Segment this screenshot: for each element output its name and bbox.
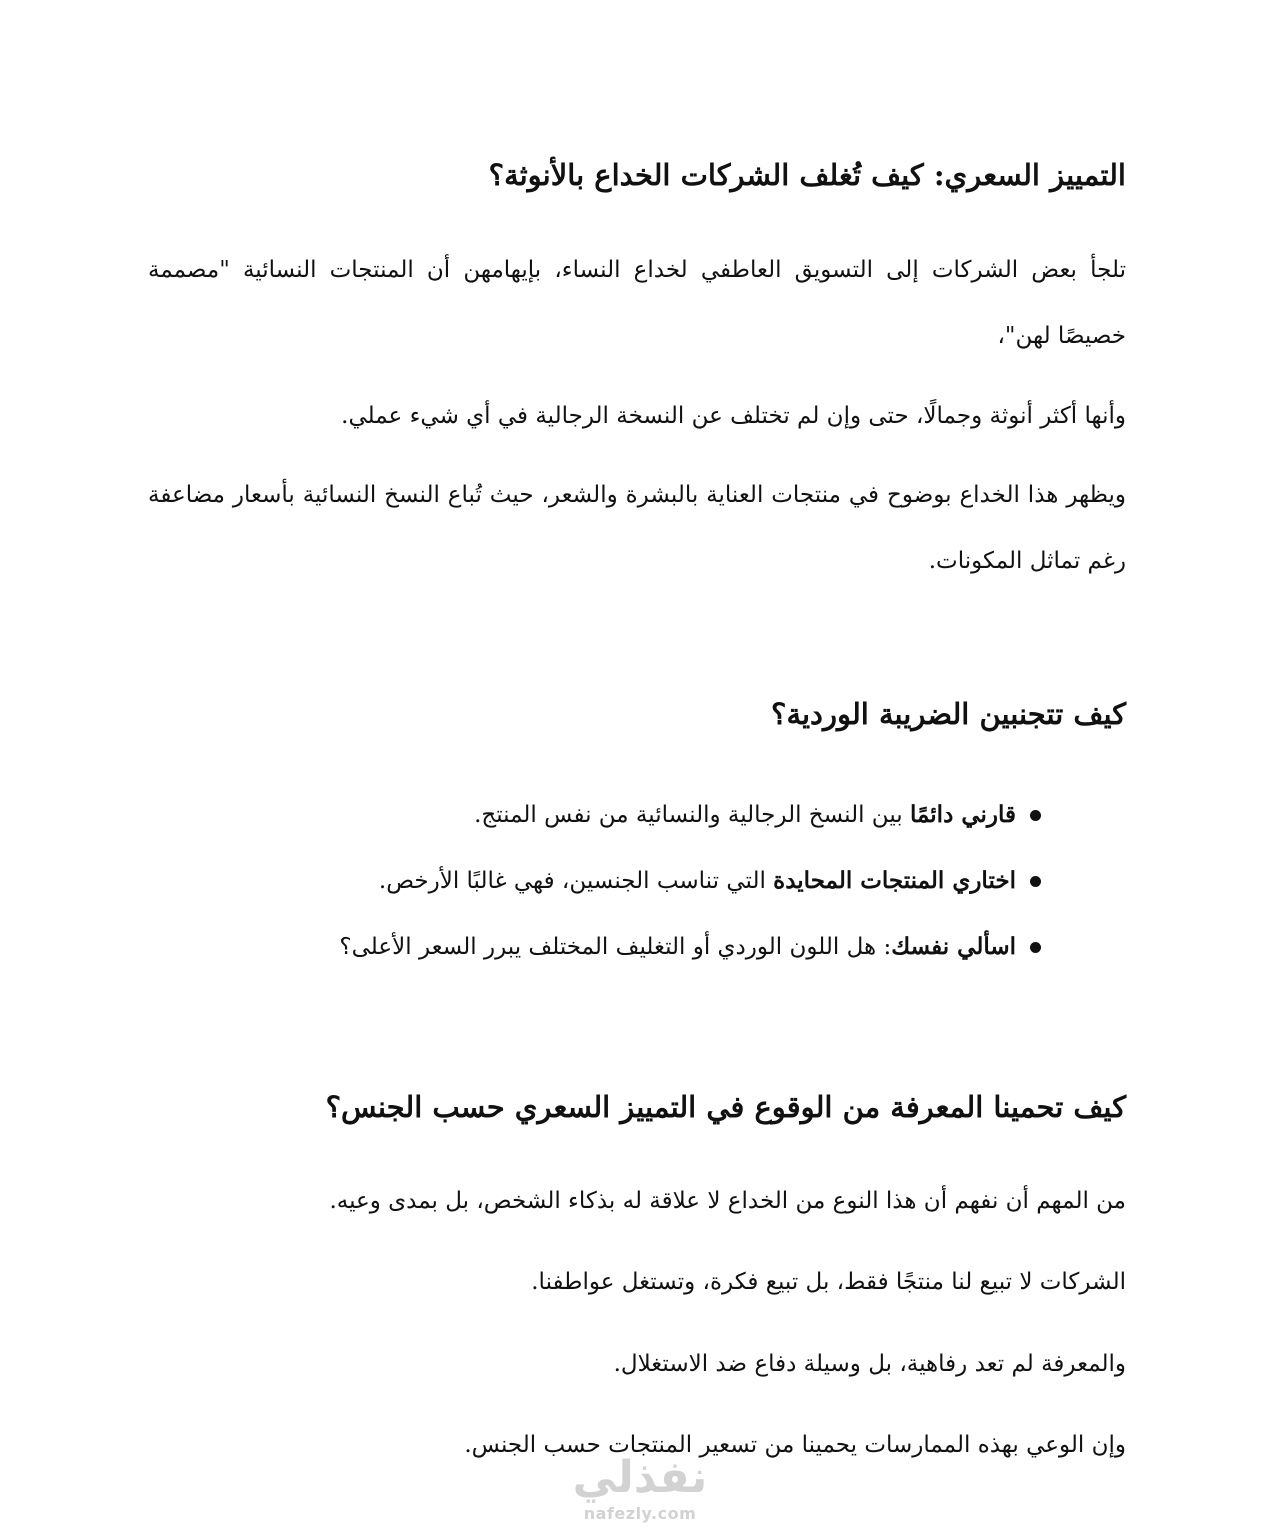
paragraph: الشركات لا تبيع لنا منتجًا فقط، بل تبيع فكرة، وتستغل عواطفنا. bbox=[531, 1269, 1126, 1295]
section-heading-price-discrimination: التمييز السعري: كيف تُغلف الشركات الخداع بالأنوثة؟ bbox=[488, 158, 1126, 192]
tips-list bbox=[148, 782, 1126, 980]
tip-text: : هل اللون الوردي أو التغليف المختلف يبرر السعر الأعلى؟ bbox=[339, 934, 892, 960]
tip-text: التي تناسب الجنسين، فهي غالبًا الأرخص. bbox=[378, 868, 774, 894]
list-item bbox=[148, 914, 1126, 980]
paragraph: من المهم أن نفهم أن هذا النوع من الخداع لا علاقة له بذكاء الشخص، بل بمدى وعيه. bbox=[329, 1188, 1126, 1214]
watermark-arabic: نفذلي bbox=[572, 1452, 708, 1503]
tip-bold: اختاري المنتجات المحايدة bbox=[773, 867, 1016, 894]
paragraph: وأنها أكثر أنوثة وجمالًا، حتى وإن لم تختلف عن النسخة الرجالية في أي شيء عملي. bbox=[341, 403, 1126, 429]
section-heading-knowledge: كيف تحمينا المعرفة من الوقوع في التمييز السعري حسب الجنس؟ bbox=[325, 1090, 1126, 1124]
bullet-icon bbox=[1030, 942, 1041, 953]
tip-bold: قارني دائمًا bbox=[909, 801, 1016, 828]
list-item bbox=[148, 782, 1126, 848]
bullet-icon bbox=[1030, 810, 1041, 821]
paragraph: تلجأ بعض الشركات إلى التسويق العاطفي لخداع النساء، بإيهامهن أن المنتجات النسائية "مصممة خصيصًا لهن"، bbox=[148, 257, 1126, 349]
paragraph: ويظهر هذا الخداع بوضوح في منتجات العناية بالبشرة والشعر، حيث تُباع النسخ النسائية بأسعار مضاعفة رغم تماثل المكونات. bbox=[148, 482, 1126, 574]
watermark-latin: nafezly.com bbox=[583, 1504, 697, 1523]
paragraph: وإن الوعي بهذه الممارسات يحمينا من تسعير المنتجات حسب الجنس. bbox=[464, 1432, 1126, 1458]
watermark bbox=[555, 1452, 725, 1524]
section-heading-pink-tax: كيف تتجنبين الضريبة الوردية؟ bbox=[771, 697, 1126, 731]
tip-text: بين النسخ الرجالية والنسائية من نفس المنتج. bbox=[474, 802, 910, 828]
bullet-icon bbox=[1030, 876, 1041, 887]
list-item bbox=[148, 848, 1126, 914]
paragraph: والمعرفة لم تعد رفاهية، بل وسيلة دفاع ضد الاستغلال. bbox=[613, 1351, 1126, 1377]
tip-bold: اسألي نفسك bbox=[891, 933, 1016, 960]
